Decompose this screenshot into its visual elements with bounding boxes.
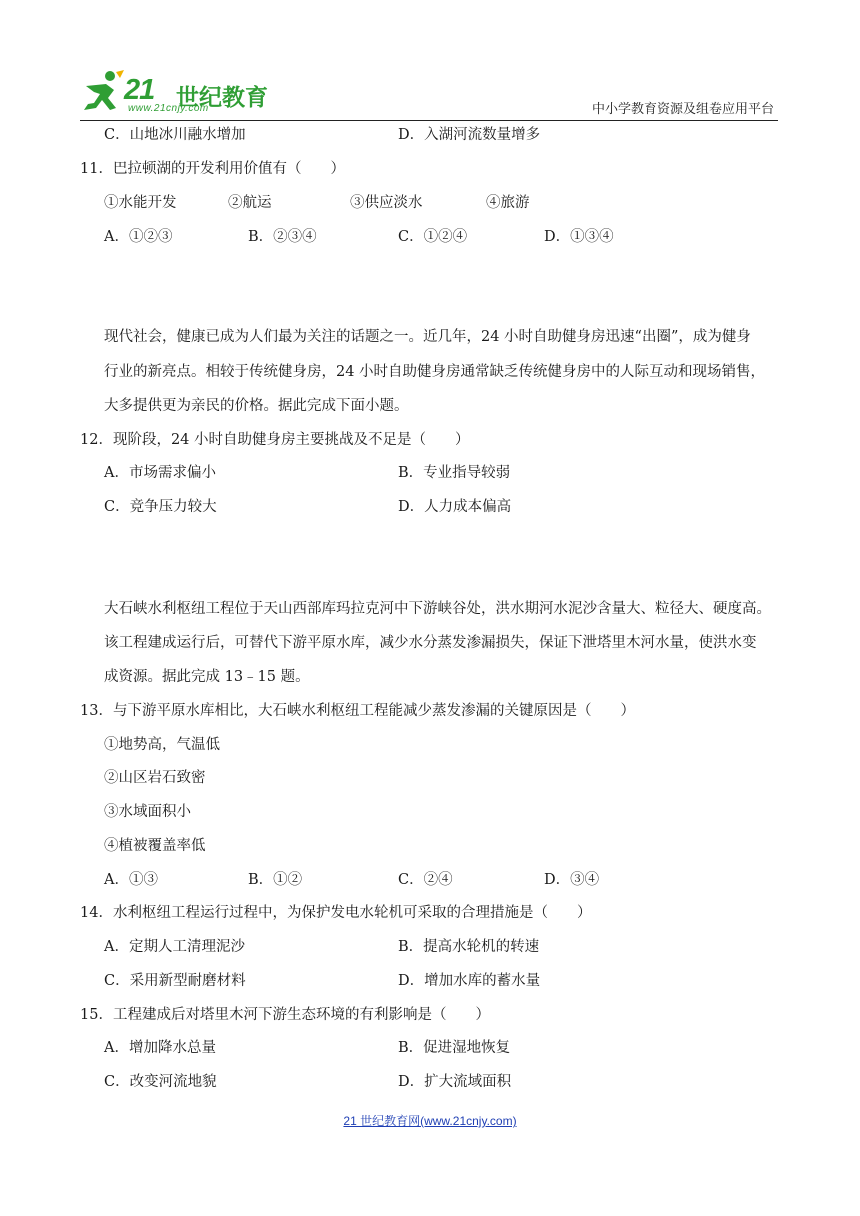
question-stem: 12．现阶段，24 小时自助健身房主要挑战及不足是（ ） <box>80 432 470 448</box>
option-d: D．③④ <box>544 872 600 888</box>
item: ②山区岩石致密 <box>104 770 206 786</box>
logo-name: 世纪教育 <box>176 85 268 111</box>
option-c: C．竞争压力较大 <box>104 499 217 515</box>
option-a: A．①③ <box>104 872 158 888</box>
item: ③水域面积小 <box>104 804 191 820</box>
option-d: D．入湖河流数量增多 <box>398 127 541 143</box>
item: ③供应淡水 <box>350 195 423 211</box>
item: ②航运 <box>228 195 272 211</box>
item: ①地势高，气温低 <box>104 737 220 753</box>
question-stem: 14．水利枢纽工程运行过程中，为保护发电水轮机可采取的合理措施是（ ） <box>80 905 592 921</box>
option-d: D．增加水库的蓄水量 <box>398 973 541 989</box>
option-b: B．提高水轮机的转速 <box>398 939 540 955</box>
option-c: C．①②④ <box>398 229 468 245</box>
passage-line: 行业的新亮点。相较于传统健身房，24 小时自助健身房通常缺乏传统健身房中的人际互动和现场销售， <box>104 364 766 380</box>
option-a: A．①②③ <box>104 229 173 245</box>
option-b: B．促进湿地恢复 <box>398 1040 511 1056</box>
passage-line: 大石峡水利枢纽工程位于天山西部库玛拉克河中下游峡谷处，洪水期河水泥沙含量大、粒径大、硬度高。 <box>104 601 771 617</box>
logo-mark: 21 <box>124 74 155 106</box>
footer-link[interactable]: 21 世纪教育网(www.21cnjy.com) <box>343 1114 517 1128</box>
page-header <box>80 68 778 121</box>
passage-line: 大多提供更为亲民的价格。据此完成下面小题。 <box>104 398 409 414</box>
logo-url: www.21cnjy.com <box>128 103 209 114</box>
platform-name: 中小学教育资源及组卷应用平台 <box>591 102 774 117</box>
option-c: C．②④ <box>398 872 453 888</box>
option-a: A．定期人工清理泥沙 <box>104 939 245 955</box>
runner-icon <box>80 68 130 116</box>
question-stem: 11．巴拉顿湖的开发利用价值有（ ） <box>80 161 345 177</box>
passage-line: 成资源。据此完成 13﹣15 题。 <box>104 669 310 685</box>
option-b: B．②③④ <box>248 229 317 245</box>
option-d: D．扩大流域面积 <box>398 1074 512 1090</box>
passage-line: 现代社会，健康已成为人们最为关注的话题之一。近几年，24 小时自助健身房迅速“出圈”，成为健身 <box>104 329 751 345</box>
passage-line: 该工程建成运行后，可替代下游平原水库，减少水分蒸发渗漏损失，保证下泄塔里木河水量，使洪水变 <box>104 635 757 651</box>
option-d: D．人力成本偏高 <box>398 499 512 515</box>
item: ①水能开发 <box>104 195 177 211</box>
option-b: B．①② <box>248 872 303 888</box>
item: ④旅游 <box>486 195 530 211</box>
option-d: D．①③④ <box>544 229 614 245</box>
option-c: C．改变河流地貌 <box>104 1074 217 1090</box>
option-c: C．山地冰川融水增加 <box>104 127 246 143</box>
option-a: A．市场需求偏小 <box>104 465 216 481</box>
question-stem: 13．与下游平原水库相比，大石峡水利枢纽工程能减少蒸发渗漏的关键原因是（ ） <box>80 703 635 719</box>
option-c: C．采用新型耐磨材料 <box>104 973 246 989</box>
question-stem: 15．工程建成后对塔里木河下游生态环境的有利影响是（ ） <box>80 1007 490 1023</box>
site-logo[interactable] <box>80 68 270 116</box>
option-a: A．增加降水总量 <box>104 1040 216 1056</box>
option-b: B．专业指导较弱 <box>398 465 511 481</box>
item: ④植被覆盖率低 <box>104 838 206 854</box>
